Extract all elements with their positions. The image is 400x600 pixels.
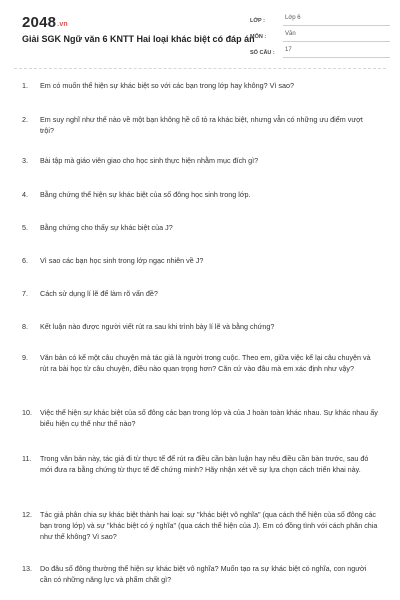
logo-suffix-text: .vn bbox=[57, 21, 68, 28]
page-header bbox=[0, 0, 400, 68]
question-text: Tác giả phân chia sự khác biệt thành hai loại: sự "khác biệt vô nghĩa" (qua cách thể hiện của số đông các bạn trong lớp) và sự "khác biệt có ý nghĩa" (qua cách thể hiện của J). Em có đồng tình với cách phân chia như thế không? Vì sao? bbox=[40, 510, 378, 541]
meta-info bbox=[250, 10, 390, 58]
question-text: Việc thể hiện sự khác biệt của số đông các bạn trong lớp và của J hoàn toàn khác nhau. Sự khác nhau ấy biểu hiện cụ thể như thế nào? bbox=[40, 408, 378, 428]
question-item bbox=[22, 509, 378, 563]
question-number: 8. bbox=[22, 322, 28, 331]
header-divider bbox=[14, 68, 386, 69]
site-logo[interactable] bbox=[22, 14, 68, 31]
question-text: Bằng chứng cho thấy sự khác biệt của J? bbox=[40, 223, 173, 232]
question-item bbox=[22, 352, 378, 407]
question-text: Kết luận nào được người viết rút ra sau khi trình bày lí lẽ và bằng chứng? bbox=[40, 322, 275, 331]
question-text: Bài tập mà giáo viên giao cho học sinh thực hiện nhằm mục đích gì? bbox=[40, 156, 259, 165]
question-item bbox=[22, 80, 378, 114]
question-item bbox=[22, 155, 378, 189]
meta-row-class bbox=[250, 10, 390, 26]
question-item bbox=[22, 321, 378, 352]
meta-label-count: SỐ CÂU : bbox=[250, 50, 275, 56]
meta-label-class: LỚP : bbox=[250, 18, 265, 24]
question-number: 6. bbox=[22, 256, 28, 265]
question-number: 10. bbox=[22, 408, 32, 417]
question-item bbox=[22, 114, 378, 155]
question-number: 13. bbox=[22, 564, 32, 573]
question-item bbox=[22, 189, 378, 222]
question-text: Do đâu số đông thường thể hiện sự khác biệt vô nghĩa? Muốn tạo ra sự khác biệt có nghĩa, con người cần có những năng lực và phẩm chất gì? bbox=[40, 564, 367, 584]
question-number: 7. bbox=[22, 289, 28, 298]
question-number: 9. bbox=[22, 353, 28, 362]
logo-main-text: 2048 bbox=[22, 14, 57, 31]
question-text: Cách sử dụng lí lẽ để làm rõ vấn đề? bbox=[40, 289, 158, 298]
question-text: Em suy nghĩ như thế nào về một bạn không hề cố tỏ ra khác biệt, nhưng vẫn có những ưu điểm vượt trội? bbox=[40, 115, 363, 135]
meta-row-subject bbox=[250, 26, 390, 42]
question-item bbox=[22, 453, 378, 509]
question-item bbox=[22, 288, 378, 321]
question-number: 2. bbox=[22, 115, 28, 124]
question-number: 4. bbox=[22, 190, 28, 199]
question-number: 3. bbox=[22, 156, 28, 165]
question-list bbox=[22, 80, 378, 593]
meta-value-count: 17 bbox=[283, 46, 390, 58]
meta-row-count bbox=[250, 42, 390, 58]
question-item bbox=[22, 222, 378, 255]
question-text: Vì sao các bạn học sinh trong lớp ngạc nhiên về J? bbox=[40, 256, 204, 265]
question-text: Bằng chứng thể hiện sự khác biệt của số đông học sinh trong lớp. bbox=[40, 190, 251, 199]
question-item bbox=[22, 255, 378, 288]
question-number: 1. bbox=[22, 81, 28, 90]
meta-label-subject: MÔN : bbox=[250, 34, 267, 40]
document-title: Giải SGK Ngữ văn 6 KNTT Hai loại khác biệt có đáp án bbox=[22, 34, 255, 44]
meta-value-class: Lớp 6 bbox=[283, 14, 390, 26]
question-text: Trong văn bản này, tác giả đi từ thực tế để rút ra điều cần bàn luận hay nêu điều cần bàn trước, sau đó mới đưa ra bằng chứng từ thực tế để chứng minh? Hãy nhận xét về sự lựa chọn cách triển khai này. bbox=[40, 454, 369, 474]
question-item bbox=[22, 563, 378, 593]
question-item bbox=[22, 407, 378, 453]
question-text: Em có muốn thể hiện sự khác biệt so với các bạn trong lớp hay không? Vì sao? bbox=[40, 81, 294, 90]
meta-value-subject: Văn bbox=[283, 30, 390, 42]
question-number: 11. bbox=[22, 454, 32, 463]
question-number: 5. bbox=[22, 223, 28, 232]
question-number: 12. bbox=[22, 510, 32, 519]
question-text: Văn bản có kể một câu chuyện mà tác giả là người trong cuộc. Theo em, giữa việc kể lại câu chuyện và rút ra bài học từ câu chuyện, điều nào quan trọng hơn? Căn cứ vào đâu mà em xác định như vậy? bbox=[40, 353, 371, 373]
